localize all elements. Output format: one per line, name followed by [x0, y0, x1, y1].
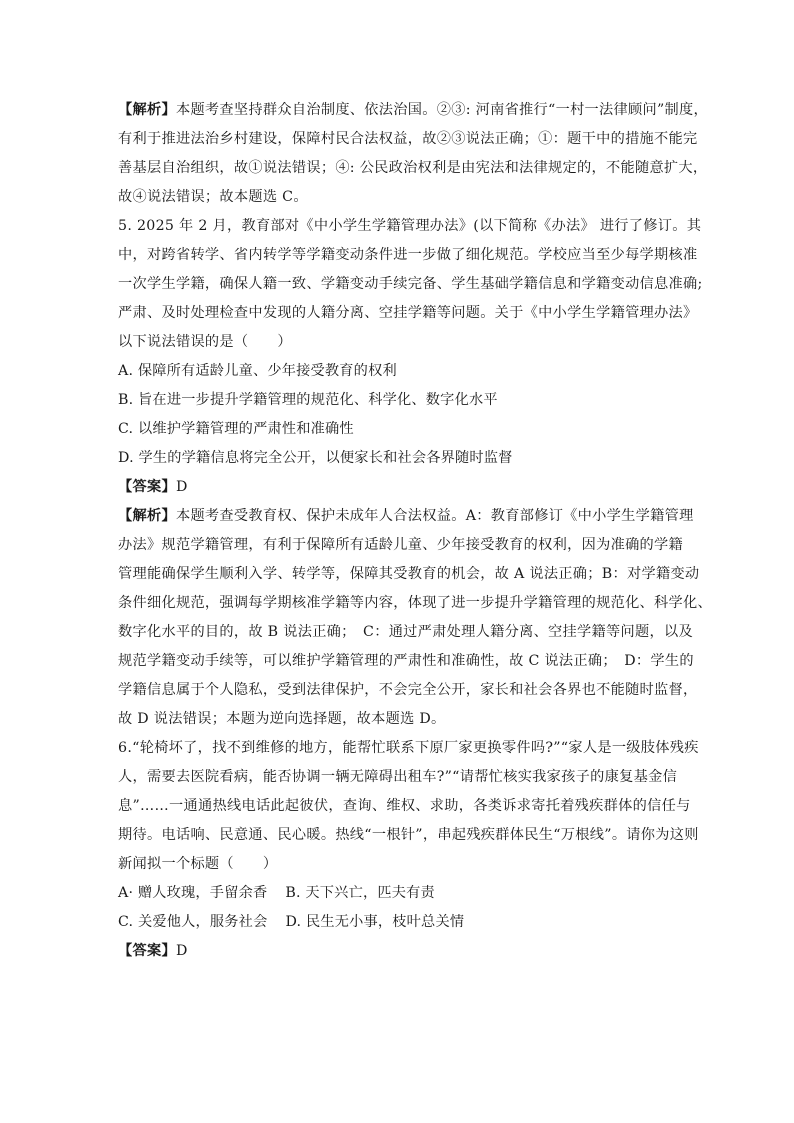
question-stem-line: 中，对跨省转学、省内转学等学籍变动条件进一步做了细化规范。学校应当至少每学期核准: [118, 247, 698, 263]
option-d: D. 民生无小事，枝叶总关情: [285, 914, 465, 930]
question-6: [118, 734, 699, 966]
question-stem-line: 6.“轮椅坏了，找不到维修的地方，能帮忙联系下原厂家更换零件吗?”“家人是一级肢体残疾: [118, 740, 699, 756]
question-stem-line: 新闻拟一个标题（ ）: [118, 856, 278, 872]
question-stem-line: 期待。电话响、民意通、民心暖。热线“一根针”，串起残疾群体民生“万根线”。请你为这则: [118, 827, 699, 843]
option-b: B. 天下兴亡，匹夫有责: [285, 885, 435, 901]
question-stem-line: 严肃、及时处理检查中发现的人籍分离、空挂学籍等问题。关于《中小学生学籍管理办法》: [118, 305, 698, 321]
question-stem-line: 息”……一通通热线电话此起彼伏，查询、维权、求助，各类诉求寄托着残疾群体的信任与: [118, 798, 691, 814]
analysis-line: 办法》规范学籍管理，有利于保障所有适龄儿童、少年接受教育的权利，因为准确的学籍: [118, 537, 684, 553]
answer-tag: 【答案】: [118, 943, 176, 959]
option-a: A· 赠人玫瑰，手留余香: [118, 885, 268, 901]
analysis-line: 规范学籍变动手续等，可以维护学籍管理的严肃性和准确性，故 C 说法正确； D：学生的: [118, 653, 694, 669]
analysis-line: 条件细化规范，强调每学期核准学籍等内容，体现了进一步提升学籍管理的规范化、科学化、: [118, 595, 712, 611]
option-b: B. 旨在进一步提升学籍管理的规范化、科学化、数字化水平: [118, 392, 498, 408]
option-row: [118, 879, 688, 908]
question-stem-line: 以下说法错误的是（ ）: [118, 334, 292, 350]
analysis-line: 学籍信息属于个人隐私，受到法律保护，不会完全公开，家长和社会各界也不能随时监督，: [118, 682, 698, 698]
answer-line: [118, 937, 688, 966]
option-c: C. 以维护学籍管理的严肃性和准确性: [118, 421, 354, 437]
analysis-line: 故④说法错误；故本题选 C。: [118, 189, 308, 205]
question-stem-line: 一次学生学籍，确保人籍一致、学籍变动手续完备、学生基础学籍信息和学籍变动信息准确;: [118, 276, 703, 292]
answer-line: [118, 473, 688, 502]
analysis-line: 有利于推进法治乡村建设，保障村民合法权益，故②③说法正确；①：题干中的措施不能完: [118, 131, 698, 147]
analysis-tag: 【解析】: [118, 508, 176, 524]
option-d: D. 学生的学籍信息将完全公开，以便家长和社会各界随时监督: [118, 450, 513, 466]
analysis-line: 【解析】本题考查受教育权、保护未成年人合法权益。A：教育部修订《中小学生学籍管理: [118, 508, 694, 524]
answer-value: D: [175, 479, 188, 495]
question-stem-line: 人，需要去医院看病，能否协调一辆无障碍出租车?”“请帮忙核实我家孩子的康复基金信: [118, 769, 678, 785]
analysis-tag: 【解析】: [118, 102, 176, 118]
analysis-line: 管理能确保学生顺利入学、转学等，保障其受教育的机会，故 A 说法正确；B：对学籍变动: [118, 566, 700, 582]
analysis-line: 【解析】本题考查坚持群众自治制度、依法治国。②③: 河南省推行“一村一法律顾问”制度，: [118, 102, 709, 118]
analysis-line: 故 D 说法错误；本题为逆向选择题，故本题选 D。: [118, 711, 446, 727]
document-page: [118, 96, 712, 966]
answer-tag: 【答案】: [118, 479, 176, 495]
option-row: [118, 908, 688, 937]
analysis-block-prev: [118, 96, 709, 212]
question-5: [118, 212, 712, 734]
option-a: A. 保障所有适龄儿童、少年接受教育的权利: [118, 363, 397, 379]
analysis-line: 数字化水平的目的，故 B 说法正确； C：通过严肃处理人籍分离、空挂学籍等问题，以及: [118, 624, 693, 640]
analysis-line: 善基层自治组织，故①说法错误；④: 公民政治权利是由宪法和法律规定的，不能随意扩大，: [118, 160, 708, 176]
option-c: C. 关爱他人，服务社会: [118, 914, 268, 930]
question-stem-line: 5. 2025 年 2 月，教育部对《中小学生学籍管理办法》(以下简称《办法》 进行了修订。其: [118, 218, 702, 234]
answer-value: D: [175, 943, 188, 959]
